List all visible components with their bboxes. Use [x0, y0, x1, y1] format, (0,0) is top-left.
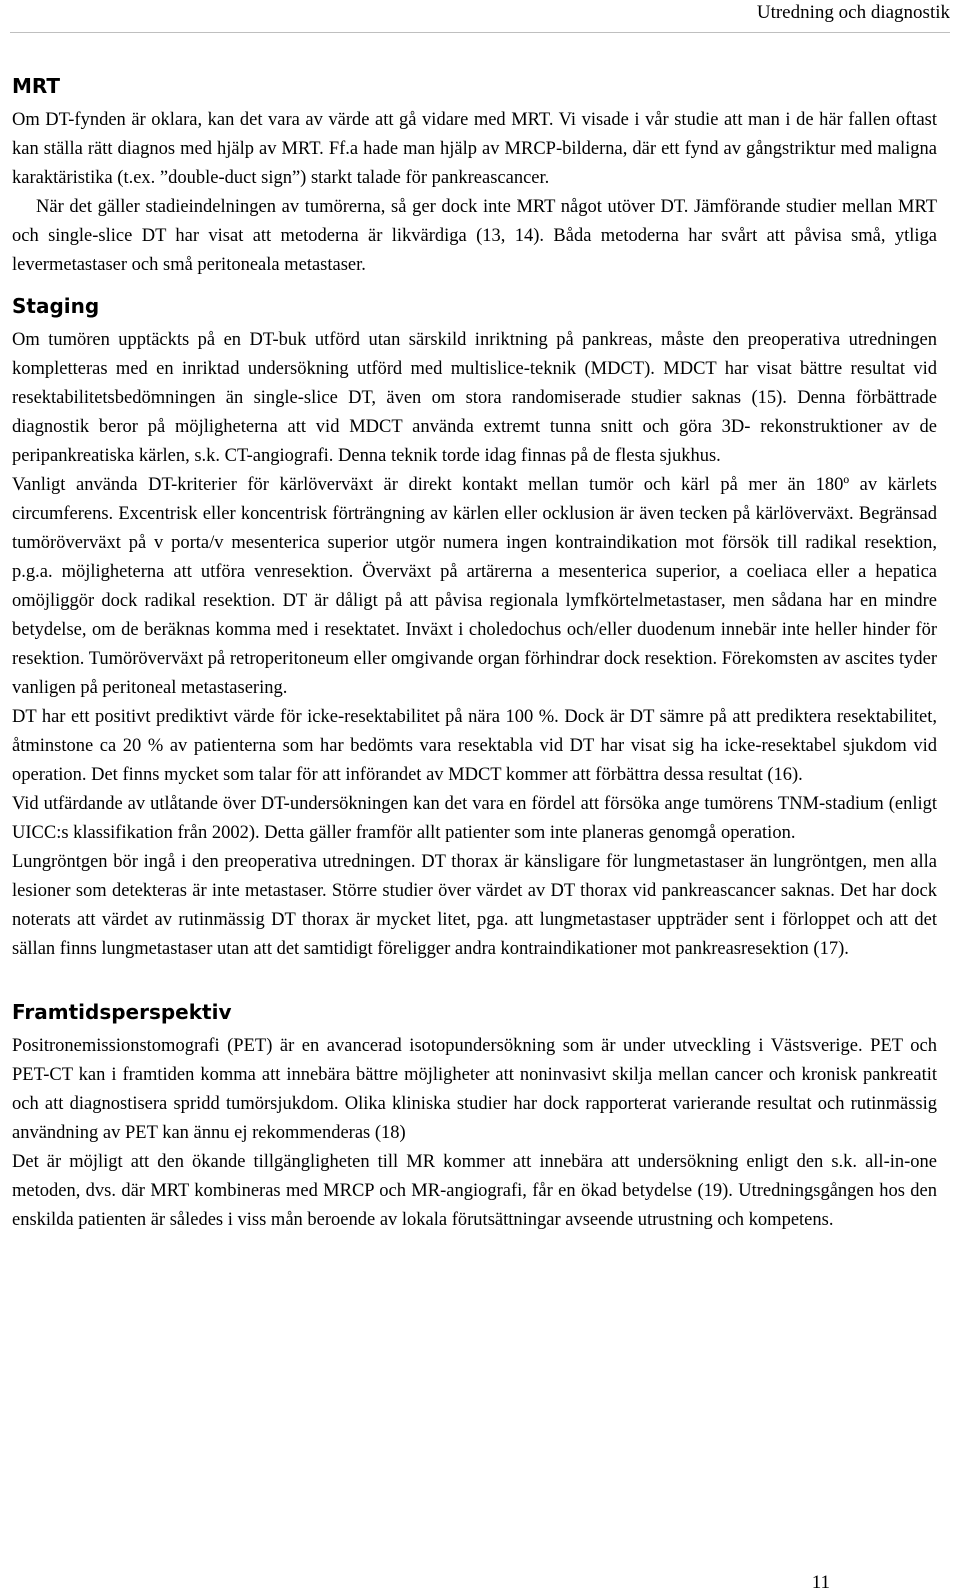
header-divider [10, 32, 950, 33]
section-heading-staging: Staging [12, 294, 100, 318]
staging-paragraph-4: Vid utfärdande av utlåtande över DT-undersökningen kan det vara en fördel att försöka ange tumörens TNM-stadium (enligt UICC:s klassifikation från 2002). Detta gäller framför allt patienter som inte planeras genomgå operation. [12, 794, 937, 843]
page-number: 11 [811, 1572, 830, 1593]
section-heading-framtidsperspektiv: Framtidsperspektiv [12, 1000, 232, 1024]
mrt-paragraph-2: När det gäller stadieindelningen av tumörerna, så ger dock inte MRT något utöver DT. Jämförande studier mellan MRT och single-slice DT har visat att metoderna är likvärdiga (13, 14). Båda metoderna har svårt att påvisa små, ytliga levermetastaser och små peritoneala metastaser. [12, 197, 937, 275]
staging-paragraph-5: Lungröntgen bör ingå i den preoperativa utredningen. DT thorax är känsligare för lungmetastaser än lungröntgen, men alla lesioner som detekteras är inte metastaser. Större studier över värdet av DT thorax vid pankreascancer saknas. Det har dock noterats att värdet av rutinmässig DT thorax är mycket litet, pga. att lungmetastaser uppträder sent i förloppet och att det sällan finns lungmetastaser utan att det samtidigt föreligger andra kontraindikationer mot pankreasresektion (17). [12, 852, 937, 959]
staging-paragraph-2: Vanligt använda DT-kriterier för kärlöverväxt är direkt kontakt mellan tumör och kärl på mer än 180º av kärlets circumferens. Excentrisk eller koncentrisk förträngning av kärlen eller ocklusion är även tecken på kärlöverväxt. Begränsad tumöröverväxt på v porta/v mesenterica superior utgör numera ingen kontraindikation mot försök till radikal resektion, p.g.a. möjligheterna att utföra venresektion. Överväxt på artärerna a mesenterica superior, a coeliaca eller a hepatica omöjliggör dock radikal resektion. DT är dåligt på att påvisa regionala lymfkörtelmetastaser, men sådana har en mindre betydelse, om de beräknas komma med i resektatet. Inväxt i choledochus och/eller duodenum innebär inte heller hinder för resektion. Tumöröverväxt på retroperitoneum eller omgivande organ förhindrar dock resektion. Förekomsten av ascites tyder vanligen på peritoneal metastasering. [12, 475, 937, 698]
mrt-paragraph-1: Om DT-fynden är oklara, kan det vara av värde att gå vidare med MRT. Vi visade i vår studie att man i de här fallen oftast kan ställa rätt diagnos med hjälp av MRT. Ff.a hade man hjälp av MRCP-bilderna, där ett fynd av gångstriktur med maligna karaktäristika (t.ex. ”double-duct sign”) starkt talade för pankreascancer. [12, 110, 937, 188]
section-heading-mrt: MRT [12, 74, 61, 98]
staging-paragraph-1: Om tumören upptäckts på en DT-buk utförd utan särskild inriktning på pankreas, måste den preoperativa utredningen kompletteras med en inriktad undersökning utförd med multislice-teknik (MDCT). MDCT har visat bättre resultat vid resektabilitetsbedömningen än single-slice DT, även om stora randomiserade studier saknas (15). Denna förbättrade diagnostik beror på möjligheterna att vid MDCT använda extremt tunna snitt och göra 3D- rekonstruktioner av de peripankreatiska kärlen, s.k. CT-angiografi. Denna teknik torde idag finnas på de flesta sjukhus. [12, 330, 937, 466]
document-body [12, 72, 937, 1235]
framtid-paragraph-1: Positronemissionstomografi (PET) är en avancerad isotopundersökning som är under utveckling i Västsverige. PET och PET-CT kan i framtiden komma att innebära bättre möjligheter att noninvasivt skilja mellan cancer och kronisk pankreatit och att diagnostisera spridd tumörsjukdom. Olika kliniska studier har dock rapporterat varierande resultat och rutinmässig användning av PET kan ännu ej rekommenderas (18) [12, 1036, 937, 1143]
framtid-paragraph-2: Det är möjligt att den ökande tillgängligheten till MR kommer att innebära att undersökning enligt den s.k. all-in-one metoden, dvs. där MRT kombineras med MRCP och MR-angiografi, får en ökad betydelse (19). Utredningsgången hos den enskilda patienten är således i viss mån beroende av lokala förutsättningar avseende utrustning och kompetens. [12, 1152, 937, 1230]
running-header: Utredning och diagnostik [756, 2, 950, 23]
staging-paragraph-3: DT har ett positivt prediktivt värde för icke-resektabilitet på nära 100 %. Dock är DT sämre på att prediktera resektabilitet, åtminstone ca 20 % av patienterna som har bedömts vara resektabla vid DT har visat sig ha icke-resektabel sjukdom vid operation. Det finns mycket som talar för att införandet av MDCT kommer att förbättra dessa resultat (16). [12, 707, 937, 785]
